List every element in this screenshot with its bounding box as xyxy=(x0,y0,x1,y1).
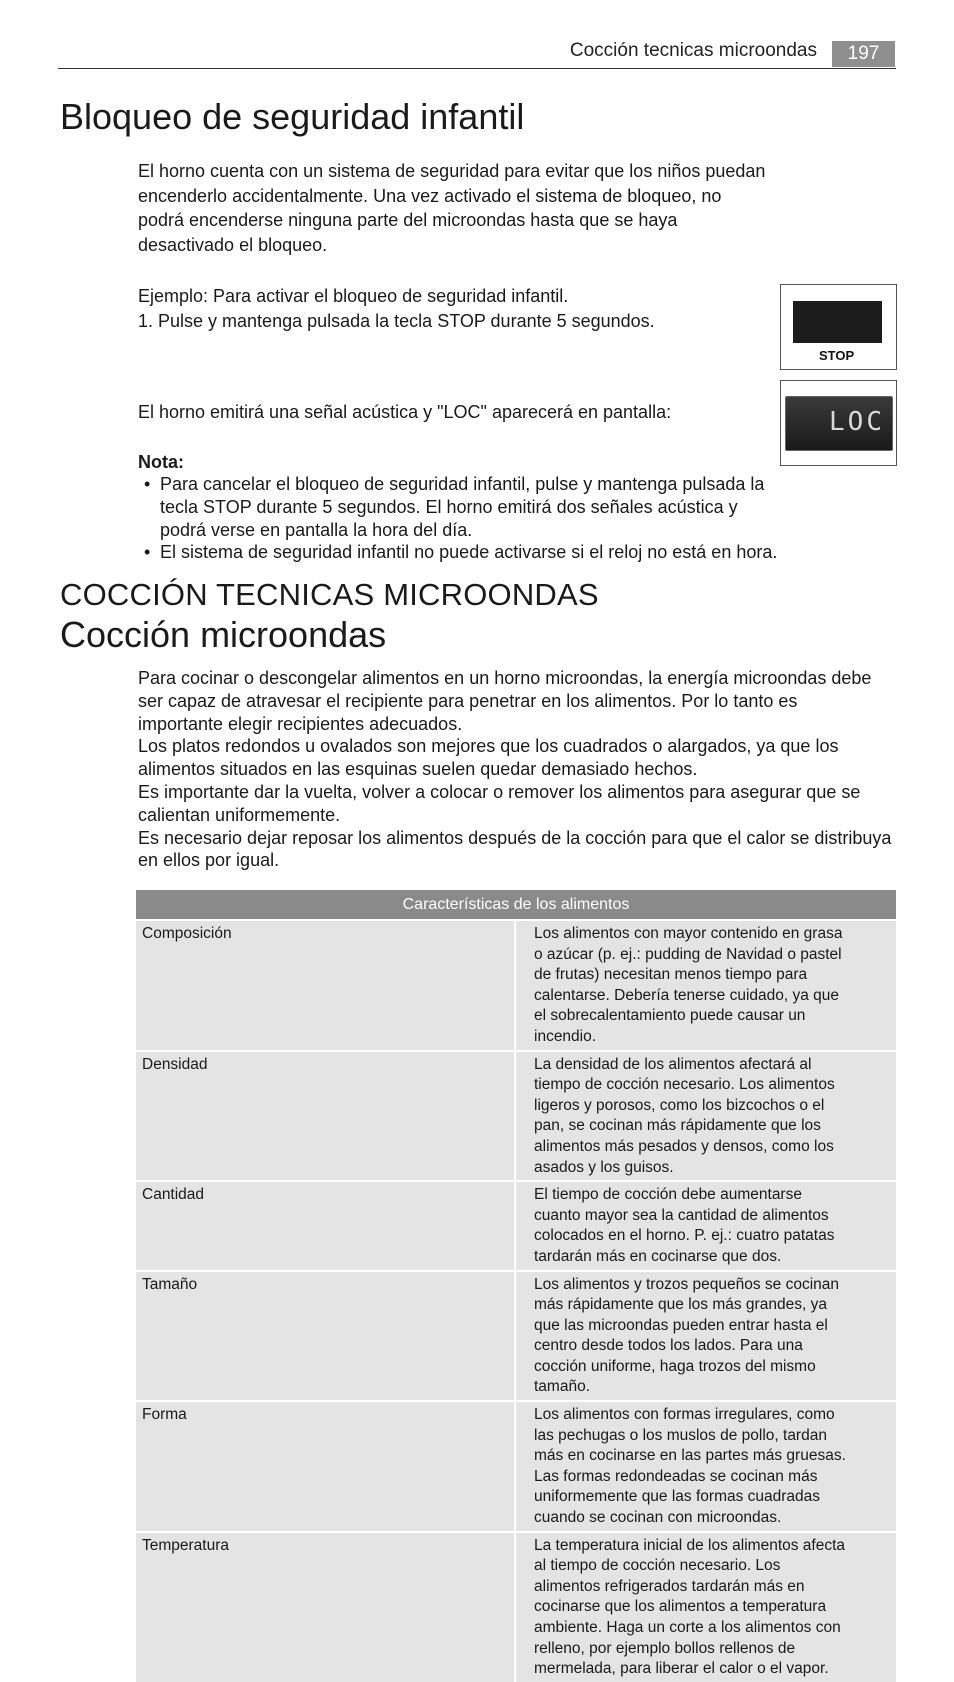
header-rule xyxy=(58,68,896,69)
child-lock-intro: El horno cuenta con un sistema de seguridad para evitar que los niños puedan encenderlo accidentalmente. Una vez activado el sistema de bloqueo, no podrá encenderse ninguna parte del microondas hasta que se haya desactivado el bloqueo. xyxy=(138,161,766,255)
stop-button-illustration xyxy=(780,284,897,370)
row-key: Tamaño xyxy=(136,1270,516,1401)
lcd-text: LOC xyxy=(829,407,885,437)
table-header: Características de los alimentos xyxy=(136,890,896,919)
row-value: El tiempo de cocción debe aumentarse cuanto mayor sea la cantidad de alimentos colocados en el horno. P. ej.: cuatro patatas tardarán más en cocinarse que dos. xyxy=(516,1180,896,1269)
table-row xyxy=(136,1531,896,1682)
row-key: Forma xyxy=(136,1400,516,1531)
row-value: Los alimentos con formas irregulares, como las pechugas o los muslos de pollo, tardan más en cocinarse en las partes más gruesas. Las formas redondeadas se cocinan más uniformemente que las formas cuadradas cuando se cocinan con microondas. xyxy=(516,1400,896,1531)
note-item: • Para cancelar el bloqueo de seguridad infantil, pulse y mantenga pulsada la tecla STOP durante 5 segundos. El horno emitirá dos señales acústica y podrá verse en pantalla la hora del día. xyxy=(138,473,858,541)
table-row xyxy=(136,1050,896,1181)
example-label: Ejemplo: xyxy=(138,286,209,306)
loc-display-illustration xyxy=(780,380,897,466)
food-characteristics-table xyxy=(136,890,896,1682)
signal-text: El horno emitirá una señal acústica y "LOC" aparecerá en pantalla: xyxy=(138,402,672,422)
section-paragraph: Es importante dar la vuelta, volver a colocar o remover los alimentos para asegurar que se calientan uniformemente. xyxy=(138,781,861,825)
row-value: La temperatura inicial de los alimentos afecta al tiempo de cocción necesario. Los alimentos refrigerados tardarán más en cocinarse que los alimentos a temperatura ambiente. Haga un corte a los alimentos con relleno, por ejemplo bollos rellenos de mermelada, para liberar el calor o el vapor. xyxy=(516,1531,896,1682)
stop-button-display xyxy=(793,301,882,343)
row-key: Composición xyxy=(136,919,516,1050)
example-line xyxy=(138,284,758,309)
section-paragraph: Es necesario dejar reposar los alimentos después de la cocción para que el calor se distribuya en ellos por igual. xyxy=(138,827,892,871)
stop-button-label: STOP xyxy=(819,348,855,363)
section-body xyxy=(138,667,918,872)
child-lock-title: Bloqueo de seguridad infantil xyxy=(60,96,525,137)
row-value: Los alimentos y trozos pequeños se cocinan más rápidamente que los más grandes, ya que las microondas pueden entrar hasta el centro desde todos los lados. Para una cocción uniforme, haga trozos del mismo tamaño. xyxy=(516,1270,896,1401)
row-value: Los alimentos con mayor contenido en grasa o azúcar (p. ej.: pudding de Navidad o pastel de frutas) necesitan menos tiempo para calentarse. Debería tenerse cuidado, ya que el sobrecalentamiento puede causar un incendio. xyxy=(516,919,896,1050)
table-header-row xyxy=(136,890,896,919)
lcd-screen xyxy=(785,396,893,451)
row-value: La densidad de los alimentos afectará al tiempo de cocción necesario. Los alimentos ligeros y porosos, como los bizcochos o el pan, se cocinan más rápidamente que los alimentos más pesados y densos, como los asados y los guisos. xyxy=(516,1050,896,1181)
table-row xyxy=(136,1270,896,1401)
note-label: Nota: xyxy=(138,452,184,472)
section-paragraph: Los platos redondos u ovalados son mejores que los cuadrados o alargados, ya que los alimentos situados en las esquinas suelen quedar demasiado hechos. xyxy=(138,736,839,780)
notes-list xyxy=(138,473,858,564)
section-subtitle: Cocción microondas xyxy=(60,614,387,655)
row-key: Temperatura xyxy=(136,1531,516,1682)
table-row xyxy=(136,919,896,1050)
table-row xyxy=(136,1400,896,1531)
row-key: Cantidad xyxy=(136,1180,516,1269)
note-item: • El sistema de seguridad infantil no puede activarse si el reloj no está en hora. xyxy=(138,541,858,564)
table-row xyxy=(136,1180,896,1269)
page-number: 197 xyxy=(832,41,895,67)
row-key: Densidad xyxy=(136,1050,516,1181)
section-caps-title: COCCIÓN TECNICAS MICROONDAS xyxy=(60,577,599,612)
step-1: 1. Pulse y mantenga pulsada la tecla STOP durante 5 segundos. xyxy=(138,311,655,331)
section-paragraph: Para cocinar o descongelar alimentos en un horno microondas, la energía microondas debe ser capaz de atravesar el recipiente para penetrar en los alimentos. Por lo tanto es importante elegir recipientes adecuados. xyxy=(138,668,872,734)
running-header-title: Cocción tecnicas microondas xyxy=(569,40,817,61)
example-text: Para activar el bloqueo de seguridad infantil. xyxy=(213,286,569,306)
